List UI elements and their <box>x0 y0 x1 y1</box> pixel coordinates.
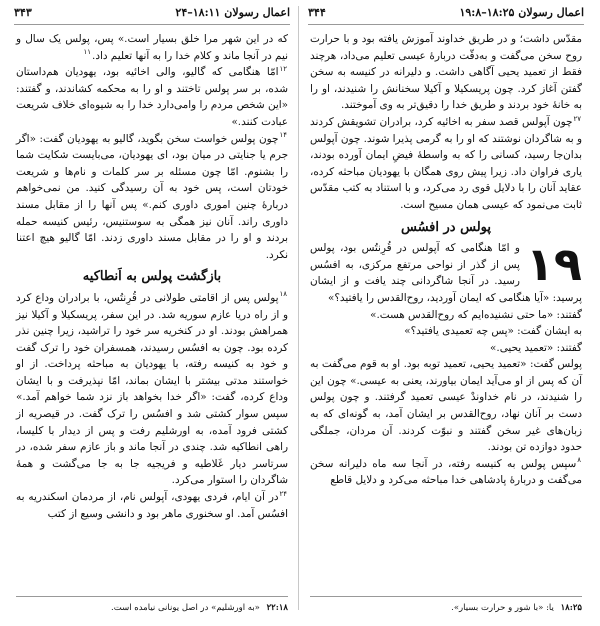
footnote <box>310 596 582 614</box>
footnote <box>16 596 288 614</box>
running-head: اعمال رسولان ۱۸:۲۵–۱۹:۸ <box>459 5 584 19</box>
paragraph <box>310 31 582 114</box>
running-head: اعمال رسولان ۱۸:۱۱–۲۴ <box>175 5 290 19</box>
paragraph-text: سپس پولس به کنیسه رفته، در آنجا سه ماه دلیرانه سخن می‌گفت و دربارهٔ پادشاهی خدا مباحثه می‌کرد و دلایل قاطع <box>310 457 582 487</box>
chapter-number: ۱۹ <box>525 240 582 292</box>
dialog-line: گفتند: «ما حتی نشنیده‌ایم که روح‌القدس هست.» <box>370 308 582 321</box>
left-page-body <box>12 25 292 522</box>
paragraph-text: در آن ایام، فردی یهودی، آپولس نام، از مردمان اسکندریه به افسُس آمد. او سخنوری ماهر بود و دانشی وسیع از کتب <box>16 491 288 520</box>
footnote-text: «به اورشلیم» در اصل یونانی نیامده است. <box>111 603 260 613</box>
left-page <box>12 0 292 626</box>
verse-number: ۲۴ <box>279 489 287 498</box>
chapter-block <box>310 240 582 306</box>
footnote-ref: ۱۸:۲۵ <box>560 603 582 613</box>
footnote-text: یا: «با شور و حرارت بسیار». <box>451 603 554 613</box>
paragraph-text: پولس گفت: «تعمید یحیی، تعمید توبه بود. او به قوم می‌گفت به آن که پس از او می‌آید ایمان بیاورند، یعنی به عیسی.» چون این را شنیدند، در نام خداوندْ عیسی تعمید گرفتند. و چون پولس دست بر آنان نهاد، روح‌القدس بر ایشان آمد، به گونه‌ای که به زبان‌های غیر سخن گفتند و نبوّت کردند. آن مردان، جملگی حدود دوازده تن بودند. <box>310 358 582 454</box>
paragraph-text: پولس پس از اقامتی طولانی در قُرِنتُس، با برادران وداع کرد و از راه دریا عازم سوریه شد. در این سفر، پریسکیلا و آکیلا نیز همراهش بودند. او در کنخریه سر خود را تراشید، زیرا چنین نذر کرده بود. چون به افسُس رسیدند، همسفران خود را ترک گفت و خود به کنیسه رفته، با یهودیان به مباحثه پرداخت. از او خواستند مدتی بیشتر با ایشان بماند، امّا نپذیرفت و با ایشان وداع کرده، گفت: «اگر خدا بخواهد باز نزد شما خواهم آمد.» سپس سوار کشتی شد و افسُس را ترک گفت. در قیصریه از کشتی فرود آمده، به اورشلیم رفت و پس از دیدار با کلیسا، راهی انطاکیه شد. چندی در آنجا ماند و باز عازم سفر شده، در سرتاسر دیار غَلاطیه و فریجیه جا به جا می‌گشت و همهٔ شاگردان را استوار می‌کرد. <box>16 291 288 487</box>
right-page <box>306 0 586 626</box>
page-gutter <box>298 6 299 610</box>
dialog-line: به ایشان گفت: «پس چه تعمیدی یافتید؟» <box>404 325 582 338</box>
paragraph <box>310 114 582 214</box>
paragraph-text: چون آپولس قصد سفر به اخائیه کرد، برادران تشویقش کردند و به شاگردان نوشتند که او را به گرمی پذیرا شوند. چون آپولس بدان‌جا رسید، کسانی را که به واسطهٔ فیضِ ایمان آورده بودند، یاری فراوان داد. زیرا پیش روی همگان با یهودیان مباحثه کرده، عقاید آنان را با دلایل قوی رد می‌کرد، و با استناد به کتب مقدّس ثابت می‌نمود که عیسی همان مسیح است. <box>310 115 582 211</box>
right-page-body <box>306 25 586 489</box>
right-page-header <box>308 0 584 25</box>
paragraph-text: و امّا هنگامی که آپولس در قُرِنتُس بود، پولس پس از گذر از نواحی مرتفع مرکزی، به افسُس رسید. در آنجا شاگردانی چند یافت و از ایشان پرسید: «آیا هنگامی که ایمان آوردید، روح‌القدس را یافتید؟» <box>310 242 582 304</box>
dialog-line: گفتند: «تعمید یحیی.» <box>490 341 582 354</box>
paragraph <box>16 489 288 522</box>
left-page-header <box>14 0 290 25</box>
verse-number: ۱۱ <box>83 48 92 57</box>
paragraph-text: که در این شهر مرا خلق بسیار است.» پس، پولس یک سال و نیم در آنجا ماند و کلام خدا را به آنها تعلیم داد. <box>16 33 288 62</box>
section-title: پولس در افسُس <box>401 219 491 235</box>
section-title: بازگشت پولس به اَنطاکیه <box>82 269 222 285</box>
paragraph <box>16 290 288 489</box>
verse-number: ۱۴ <box>279 131 287 140</box>
verse-number: ۱۲ <box>279 64 287 73</box>
paragraph <box>310 456 582 489</box>
paragraph <box>310 356 582 456</box>
page-number: ۳۴۳ <box>14 5 32 19</box>
footnote-ref: ۲۲:۱۸ <box>266 603 288 613</box>
paragraph <box>16 131 288 264</box>
page-number: ۳۴۴ <box>308 5 326 19</box>
paragraph <box>16 31 288 64</box>
verse-number: ۱۸ <box>279 290 287 299</box>
paragraph-text: امّا هنگامی که گالیو، والی اخائیه بود، یهودیان هم‌داستان شده، بر سر پولس تاختند و او را به محکمه کشاندند، و گفتند: «این شخص مردم را وامی‌دارد خدا را به شیوه‌ای خلاف شریعت عبادت کنند.» <box>16 66 288 128</box>
verse-number: ۸ <box>577 456 581 465</box>
paragraph-text: چون پولس خواست سخن بگوید، گالیو به یهودیان گفت: «اگر جرم یا جنایتی در میان بود، ای یهودیان، می‌بایست شکایت شما را بشنوم. امّا چون مسئله بر سر کلمات و نام‌ها و شریعت خودتان است، پس خود به آن رسیدگی کنید. من نمی‌خواهم دربارهٔ چنین اموری داوری کنم.» پس آنها را از مقابل مسند داوری راند. آنان نیز همگی به سوستنیس، رئیس کنیسه حمله بردند و او را در مقابل مسند داوری زدند. امّا گالیو هیچ اعتنا نکرد. <box>16 132 288 261</box>
paragraph <box>16 64 288 130</box>
paragraph-text: مقدّس داشت؛ و در طریق خداوند آموزش یافته بود و با حرارت روح سخن می‌گفت و به‌دقّت دربارهٔ عیسی تعلیم می‌داد، هرچند فقط از تعمید یحیی آگاهی داشت. و دلیرانه در کنیسه به سخن گفتن آغاز کرد. چون پریسکیلا و آکیلا سخنانش را شنیدند، او را به خانهٔ خود بردند و طریق خدا را دقیق‌تر به وی آموختند. <box>310 33 582 112</box>
verse-number: ۲۷ <box>573 114 581 123</box>
